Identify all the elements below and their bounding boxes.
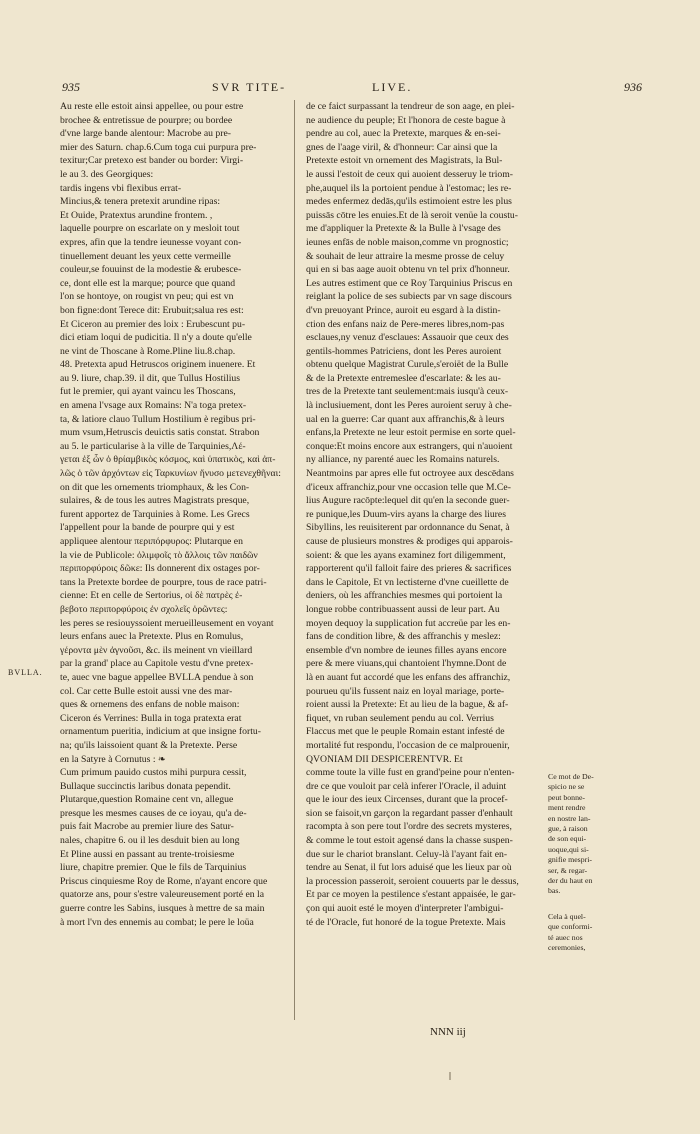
- margin-line: ceremonies,: [548, 943, 586, 953]
- margin-line: que conformi-: [548, 922, 593, 932]
- text-line: presque les mesmes causes de ce ioyau, qu'a de-: [60, 807, 247, 819]
- text-line: dans le Capitole, Et vn lectisterne d'vne cueillette de: [306, 576, 509, 588]
- margin-line: té auec nos: [548, 932, 583, 942]
- text-line: expres, afin que la tendre ieunesse voyant con-: [60, 236, 242, 248]
- margin-note-ceremonies: [548, 912, 648, 954]
- text-line: qui en si bas aage auoit obtenu vn tel prix d'honneur.: [306, 264, 510, 276]
- text-line: l'on se hontoye, on rougist vn peu; qui est vn: [60, 291, 234, 303]
- text-line: cienne: Et en celle de Sertorius, οἱ δὲ πατρὲς ἐ-: [60, 590, 243, 602]
- text-line: ieunes enfās de noble maison,comme vn prognostic;: [306, 236, 509, 248]
- text-line: ornamentum pueritia, indicium at que insigne fortu-: [60, 726, 261, 738]
- text-line: esclaues,ny venuz d'esclaues: Assauoir que ceux des: [306, 332, 509, 344]
- text-line: de ce faict surpassant la tendreur de son aage, en plei-: [306, 101, 515, 112]
- text-line: pourueu qu'ils fussent naiz en loyal mariage, porte-: [306, 685, 505, 697]
- text-line: Flaccus met que le peuple Romain estant infesté de: [306, 726, 505, 738]
- text-line: dici etiam loqui de pudicitia. Il n'y a doute qu'elle: [60, 332, 252, 344]
- text-line: gentils-hommes Patriciens, dont les Peres auroient: [306, 345, 502, 357]
- text-line: tans la Pretexte bordee de pourpre, tous de race patri-: [60, 576, 267, 588]
- text-line: cause de plusieurs monstres & prodiges qui apparois-: [306, 536, 513, 547]
- text-line: au 9. liure, chap.39. il dit, que Tullus Hostilius: [60, 372, 241, 384]
- margin-line: spicio ne se: [548, 782, 585, 792]
- text-line: due sur le chariot branslant. Celuy-là l'ayant fait en-: [306, 848, 508, 860]
- text-line: γέροντα μὲν ἀγνοῦσι, &c. ils meinent vn vieillard: [60, 644, 253, 656]
- text-line: & souhait de leur attraire la mesme prosse de celuy: [306, 250, 505, 262]
- text-line: là en auant fut accordé que les enfans des affranchiz,: [306, 671, 511, 683]
- text-line: tardis ingens vbi flexibus errat-: [60, 182, 182, 194]
- text-line: ual en la guerre: Car quant aux affranchis,& à leurs: [306, 413, 505, 425]
- text-line: çon qui auoit esté le moyen d'interpreter l'ambigui-: [306, 903, 504, 915]
- margin-note-bulla: BVLLA.: [8, 668, 43, 677]
- text-line: Les autres estiment que ce Roy Tarquinius Priscus en: [306, 277, 513, 289]
- text-line: appliquee alentour περιπόρφυρος: Plutarque en: [60, 536, 243, 547]
- text-line: sulaires, & de tous les autres Magistrats presque,: [60, 495, 250, 507]
- ink-mark: [449, 1072, 451, 1080]
- text-line: fiquet, vn ruban seulement pendu au col. Verrius: [306, 712, 494, 724]
- running-title-left: SVR TITE-: [212, 80, 287, 94]
- margin-line: ment rendre: [548, 803, 586, 813]
- text-line: Priscus cinquiesme Roy de Rome, n'ayant encore que: [60, 875, 268, 887]
- text-line: ne vint de Thoscane à Rome.Pline liu.8.chap.: [60, 345, 236, 357]
- text-line: laquelle pourpre on escarlate on y mesloit tout: [60, 223, 240, 235]
- text-line: γεται ἐξ ὧν ὁ θρίαμβικὸς κόσμος, καὶ ὑπατικὸς, καὶ ἀπ-: [60, 454, 276, 466]
- text-line: moyen dequoy la supplication fut accreüe par les en-: [306, 617, 511, 629]
- text-line: les peres se resiouyssoient merueilleusement en voyant: [60, 617, 274, 629]
- text-line: deniers, où les affranchies mesmes qui portoient la: [306, 590, 503, 602]
- text-line: par la grand' place au Capitole vestu d'vne pretex-: [60, 658, 254, 670]
- text-line: Et Ouide, Pratextus arundine frontem. ,: [60, 209, 213, 221]
- text-line: comme toute la ville fust en grand'peine pour n'enten-: [306, 767, 515, 779]
- text-line: fut le premier, qui ayant vaincu les Thoscans,: [60, 386, 236, 398]
- running-title-right: LIVE.: [372, 80, 413, 94]
- margin-line: de son equi-: [548, 834, 587, 844]
- text-line: le aussi l'estoit de ceux qui auoient desseruy le triom-: [306, 168, 514, 180]
- text-line: en amena l'vsage aux Romains: N'a toga pretex-: [60, 400, 247, 412]
- text-line: reiglant la police de ses subiects par vn sage discours: [306, 291, 512, 303]
- text-line: ne audience du peuple; Et l'honora de ceste bague à: [306, 114, 506, 126]
- margin-line: der du haut en: [548, 876, 593, 886]
- text-line: brochee & entretissue de pourpre; ou bordee: [60, 114, 233, 126]
- text-line: tendre au Senat, il fut lors aduisé que les lieux par où: [306, 862, 512, 874]
- text-line: ta, & latiore clauo Tullum Hostilium è regibus pri-: [60, 413, 256, 425]
- text-line: soient: & que les ayans examinez fort diligemment,: [306, 549, 506, 561]
- text-line: guerre contre les Sabins, iusques à mettre de sa main: [60, 903, 265, 915]
- text-line: d'iceux affranchiz,pour vne occasion telle que M.Ce-: [306, 481, 511, 493]
- text-line: té de l'Oracle, fut honoré de la togue Pretexte. Mais: [306, 916, 506, 928]
- text-line: racompta à son pere tout l'ordre des secrets mysteres,: [306, 821, 512, 833]
- text-line: ensemble d'vn nombre de ieunes filles ayans encore: [306, 644, 507, 656]
- text-line: tres de la Pretexte tant seulement:mais iusqu'à ceux-: [306, 386, 509, 398]
- text-line: Sibyllins, les reuisiterent par ordonnance du Senat, à: [306, 522, 510, 534]
- text-line: à mort l'vn des ennemis au combat; le pere le loüa: [60, 916, 254, 928]
- column-divider: [294, 100, 295, 1020]
- text-line: rapporterent qu'il falloit faire des prieres & sacrifices: [306, 563, 512, 575]
- text-line: 48. Pretexta apud Hetruscos originem inuenere. Et: [60, 359, 256, 371]
- margin-line: Ce mot de De-: [548, 772, 594, 781]
- right-column: [306, 100, 542, 929]
- text-line: ction des enfans naiz de Pere-meres libres,nom-pas: [306, 318, 505, 330]
- text-line: ce, dont elle est la marque; pource que quand: [60, 277, 236, 289]
- text-line: Bullaque succinctis laribus donata pependit.: [60, 780, 231, 792]
- text-line: βεβοτο περιπορφύροις ἐν σχολεῖς ὁρῶντες:: [60, 603, 228, 615]
- running-header: [62, 80, 642, 96]
- text-line: Neantmoins par apres elle fut octroyee aux descēdans: [306, 468, 514, 480]
- text-line: roient aussi la Pretexte: Et au lieu de la bague, & af-: [306, 699, 509, 711]
- text-line: pere & mere viuans,qui chantoient l'hymne.Dont de: [306, 658, 507, 670]
- text-line: & comme le tout estoit agensé dans la chasse suspen-: [306, 835, 513, 847]
- text-line: sion se faisoit,vn garçon la regardant passer d'enhault: [306, 807, 513, 819]
- text-line: pendre au col, auec la Pretexte, marques & en-sei-: [306, 128, 501, 140]
- text-line: Plutarque,question Romaine cent vn, allegue: [60, 794, 234, 806]
- text-line: liure, chapitre premier. Que le fils de Tarquinius: [60, 862, 247, 874]
- text-line: gnes de l'aage viril, & d'honneur: Car ainsi que la: [306, 141, 498, 153]
- text-line: Et Pline aussi en passant au trente-troisiesme: [60, 848, 235, 860]
- text-line: en la Satyre à Cornutus : ❧: [60, 753, 167, 765]
- text-line: col. Car cette Bulle estoit aussi vne des mar-: [60, 685, 233, 697]
- margin-line: bas.: [548, 886, 561, 896]
- text-line: enfans,la Pretexte ne leur estoit permise en sorte quel-: [306, 427, 516, 439]
- margin-line: gnifie mespri-: [548, 855, 592, 865]
- text-line: mier des Saturn. chap.6.Cum toga cui purpura pre-: [60, 141, 257, 153]
- text-line: Mincius,& tenera pretexit arundine ripas:: [60, 196, 221, 208]
- margin-line: peut bonne-: [548, 792, 586, 802]
- text-line: puis fait Macrobe au premier liure des Satur-: [60, 821, 234, 833]
- text-line: obtenu quelque Magistrat Curule,s'eroiët de la Bulle: [306, 359, 509, 371]
- text-line: & de la Pretexte entremeslee d'escarlate: & les au-: [306, 372, 501, 384]
- margin-line: gue, à raison: [548, 824, 588, 834]
- text-line: λῶς ὁ τῶν ἀρχόντων εἰς Ταρκυνίων ἤνυσο μετενεχθῆναι:: [60, 468, 281, 480]
- text-line: longue robbe contribuassent aussi de leur part. Au: [306, 603, 500, 615]
- text-line: le au 3. des Georgiques:: [60, 168, 154, 180]
- text-line: là inclusiuement, dont les Peres auroient seruy à che-: [306, 400, 512, 412]
- text-line: Cum primum pauido custos mihi purpura cessit,: [60, 767, 247, 779]
- text-line: περιπορφύροις δῶκε: Ils donnerent dix ostages por-: [60, 563, 260, 575]
- text-line: la procession passeroit, seroient couuerts par le dessus,: [306, 875, 519, 887]
- margin-line: uoque,qui si-: [548, 844, 589, 854]
- text-line: ny alliance, ny parenté auec les Romains naturels.: [306, 454, 500, 466]
- text-line: lius Augure racōpte:lequel dit qu'en la seconde guer-: [306, 495, 510, 507]
- text-line: conque:Et moins encore aux estrangers, qui n'auoient: [306, 440, 513, 452]
- left-column: [60, 100, 285, 929]
- text-line: la vie de Publicole: ὀλιμφοῖς τὸ ἄλλοις τῶν παιδῶν: [60, 549, 258, 561]
- text-line: d'vne large bande alentour: Macrobe au pre-: [60, 128, 232, 140]
- text-line: furent apportez de Tarquinies à Rome. Les Grecs: [60, 508, 250, 520]
- text-line: quatorze ans, pour s'estre valeureusement porté en la: [60, 889, 265, 901]
- margin-line: en nostre lan-: [548, 813, 591, 823]
- text-line: ques & ornemens des enfans de noble maison:: [60, 699, 240, 711]
- text-line: Et par ce moyen la pestilence s'estant appaisée, le gar-: [306, 889, 516, 901]
- text-line: Au reste elle estoit ainsi appellee, ou pour estre: [60, 101, 244, 112]
- text-line: puissās cōtre les enuies.Et de là seroit venüe la coustu-: [306, 209, 518, 221]
- text-line: QVONIAM DII DESPICERENTVR. Et: [306, 753, 463, 765]
- page-number-right: 936: [624, 80, 642, 94]
- text-line: te, auec vne bague appellee BVLLA pendue à son: [60, 671, 254, 683]
- text-line: Et Ciceron au premier des loix : Erubescunt pu-: [60, 318, 246, 330]
- text-line: que le iour des ieux Circenses, durant que la procef-: [306, 794, 508, 806]
- text-line: phe,auquel ils la portoient pendue à l'estomac; les re-: [306, 182, 512, 194]
- text-line: leurs enfans auec la Pretexte. Plus en Romulus,: [60, 631, 244, 643]
- text-line: l'appellent pour la bande de pourpre qui y est: [60, 522, 235, 534]
- text-line: nales, chapitre 6. ou il les desduit bien au long: [60, 835, 240, 847]
- text-line: d'vn preuoyant Prince, auroit eu esgard à la distin-: [306, 304, 501, 316]
- text-line: texitur;Car pretexo est bander ou border: Virgi-: [60, 155, 244, 167]
- text-line: au 5. le particularise à la ville de Tarquinies,Λέ-: [60, 440, 246, 452]
- margin-note-despicio: [548, 772, 648, 897]
- text-line: Ciceron és Verrines: Bulla in toga pratexta erat: [60, 712, 242, 724]
- text-line: Pretexte estoit vn ornement des Magistrats, la Bul-: [306, 155, 503, 167]
- text-line: mum vsum,Hetruscis deuictis satis constat. Strabon: [60, 427, 260, 439]
- page-number-left: 935: [62, 80, 80, 94]
- text-line: fans de condition libre, & des affranchis y meslez:: [306, 631, 501, 643]
- text-line: dre ce que vouloit par celà inferer l'Oracle, il aduint: [306, 780, 507, 792]
- margin-line: Cela à quel-: [548, 912, 586, 921]
- margin-line: ser, & regar-: [548, 865, 588, 875]
- text-line: tinuellement deuant les yeux cette vermeille: [60, 250, 231, 262]
- text-line: on dit que les ornements triomphaux, & les Con-: [60, 481, 250, 493]
- text-line: bon figne:dont Terece dit: Erubuit;salua res est:: [60, 304, 244, 316]
- text-line: couleur,se fouuinst de la modestie & erubesce-: [60, 264, 242, 276]
- text-line: mortalité fut respondu, l'occasion de ce malprouenir,: [306, 739, 510, 751]
- text-line: na; qu'ils laissoient quant & la Pretexte. Perse: [60, 739, 238, 751]
- text-line: me d'appliquer la Pretexte & la Bulle à l'vsage des: [306, 223, 501, 235]
- signature-mark: NNN iij: [430, 1026, 466, 1038]
- text-line: medes enfermez dedās,qu'ils estimoient estre les plus: [306, 196, 512, 208]
- text-line: re punique,les Duum-virs ayans la charge des liures: [306, 508, 506, 520]
